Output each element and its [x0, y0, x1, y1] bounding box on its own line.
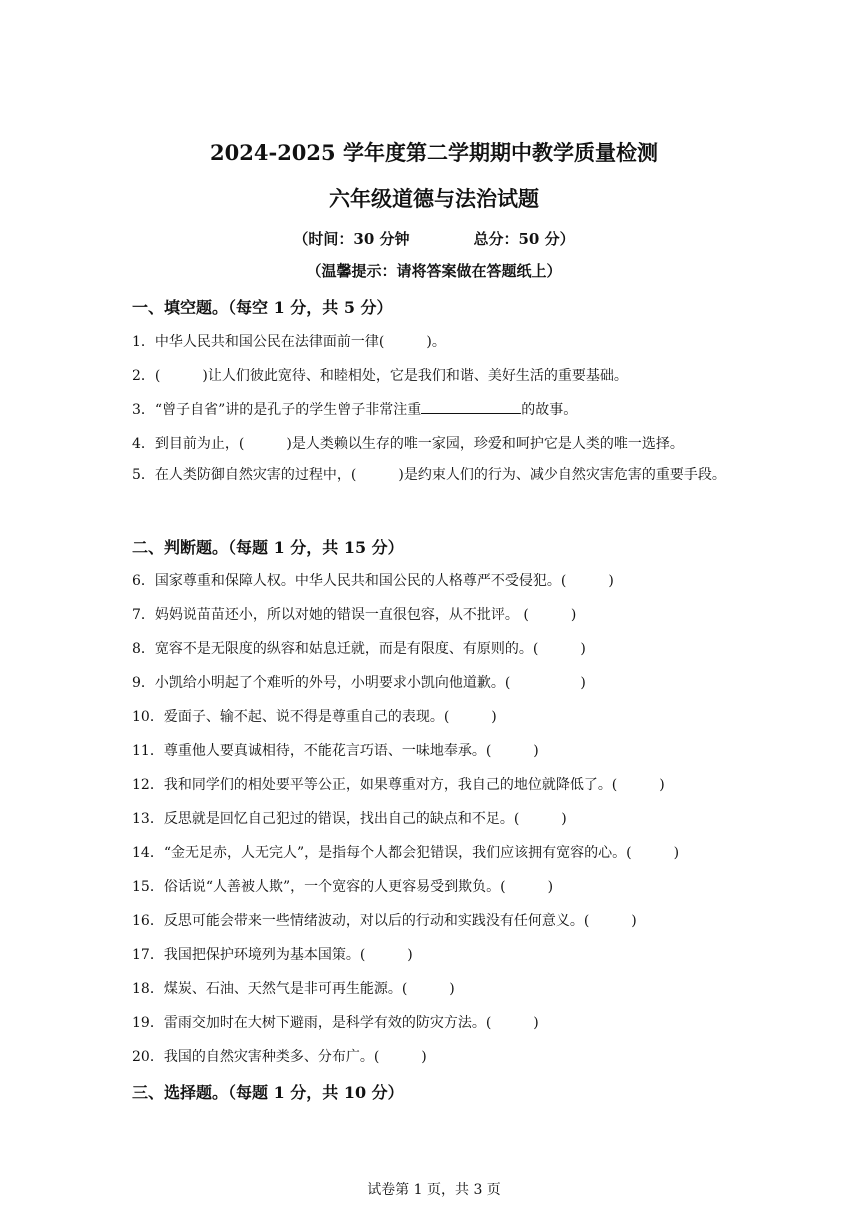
- question-17: 17．我国把保护环境列为基本国策。( ): [132, 947, 413, 963]
- question-3: [132, 399, 577, 419]
- question-2: 2．( )让人们彼此宽待、和睦相处，它是我们和谐、美好生活的重要基础。: [132, 368, 628, 384]
- question-10: 10．爱面子、输不起、说不得是尊重自己的表现。( ): [132, 709, 497, 725]
- section-fill-heading: 一、填空题。（每空 1 分，共 5 分）: [132, 298, 393, 317]
- question-15: 15．俗话说“人善被人欺”，一个宽容的人更容易受到欺负。( ): [132, 879, 554, 895]
- exam-time: （时间：30 分钟: [293, 230, 410, 248]
- exam-subtitle: 六年级道德与法治试题: [329, 186, 539, 211]
- question-3-text: 3．“曾子自省”讲的是孔子的学生曾子非常注重: [132, 402, 422, 418]
- question-20: 20．我国的自然灾害种类多、分布广。( ): [132, 1049, 427, 1065]
- question-16: 16．反思可能会带来一些情绪波动，对以后的行动和实践没有任何意义。( ): [132, 913, 637, 929]
- question-3-end: 的故事。: [521, 402, 578, 418]
- question-1: 1．中华人民共和国公民在法律面前一律( )。: [132, 334, 446, 350]
- section-judge-heading: 二、判断题。（每题 1 分，共 15 分）: [132, 538, 404, 557]
- question-18: 18．煤炭、石油、天然气是非可再生能源。( ): [132, 981, 455, 997]
- exam-tip: （温馨提示：请将答案做在答题纸上）: [306, 262, 562, 280]
- question-7: 7．妈妈说苗苗还小，所以对她的错误一直很包容，从不批评。 ( ): [132, 607, 577, 623]
- question-12: 12．我和同学们的相处要平等公正，如果尊重对方，我自己的地位就降低了。( ): [132, 777, 665, 793]
- exam-title: 2024-2025 学年度第二学期期中教学质量检测: [210, 140, 658, 165]
- question-19: 19．雷雨交加时在大树下避雨，是科学有效的防灾方法。( ): [132, 1015, 539, 1031]
- question-14: 14．“金无足赤，人无完人”，是指每个人都会犯错误，我们应该拥有宽容的心。( ): [132, 845, 680, 861]
- question-6: 6．国家尊重和保障人权。中华人民共和国公民的人格尊严不受侵犯。( ): [132, 573, 614, 589]
- answer-blank: [421, 401, 521, 414]
- question-8: 8．宽容不是无限度的纵容和姑息迁就，而是有限度、有原则的。( ): [132, 641, 586, 657]
- question-9: 9．小凯给小明起了个难听的外号，小明要求小凯向他道歉。( ): [132, 675, 586, 691]
- question-11: 11．尊重他人要真诚相待，不能花言巧语、一味地奉承。( ): [132, 743, 539, 759]
- page-footer: 试卷第 1 页，共 3 页: [367, 1182, 501, 1198]
- question-4: 4．到目前为止，( )是人类赖以生存的唯一家园，珍爱和呵护它是人类的唯一选择。: [132, 436, 684, 452]
- question-13: 13．反思就是回忆自己犯过的错误，找出自己的缺点和不足。( ): [132, 811, 567, 827]
- question-5: 5．在人类防御自然灾害的过程中，( )是约束人们的行为、减少自然灾害危害的重要手段。: [132, 467, 726, 483]
- exam-total-score: 总分：50 分）: [473, 230, 575, 248]
- section-choice-heading: 三、选择题。（每题 1 分，共 10 分）: [132, 1083, 404, 1102]
- exam-time-score: [0, 228, 868, 249]
